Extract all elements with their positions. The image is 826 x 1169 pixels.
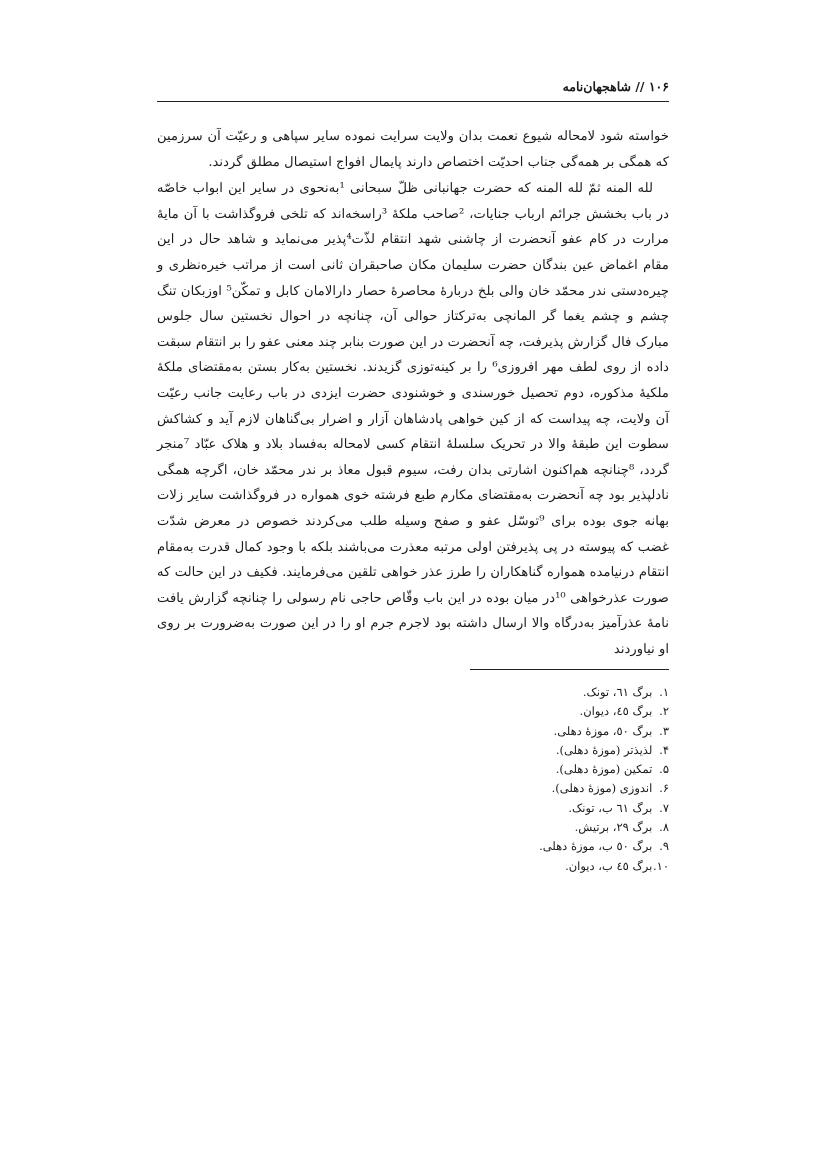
header-separator: // [635,79,645,94]
footnote [400,683,669,702]
footnote [400,760,669,779]
page-number: ۱۰۶ [648,79,669,94]
footnote-number: ۳. [659,723,669,738]
main-text [157,124,669,662]
paragraph: خواسته شود لامحاله شیوع نعمت بدان ولایت سرایت نموده سایر سپاهی و رعیّت آن سرزمین که همگی بر همه‌گی جناب احدیّت اختصاص دارند پایمال افواج استیصال مطلق گردند. [157,129,669,170]
footnote-number: ۱. [659,685,669,699]
footnote-text: برگ ٥٠، موزهٔ دهلی. [553,723,653,738]
footnote [400,799,669,818]
footnote [400,779,669,798]
book-title: شاهجهان‌نامه [562,79,631,94]
running-header [157,79,669,101]
footnote-number: ۸. [659,820,669,835]
footnote [400,857,669,876]
footnote-number: ۶. [659,781,669,796]
footnote-text: برگ ٢٩، برتیش. [574,820,653,835]
footnote [400,837,669,856]
footnote [400,741,669,760]
footnote-text: برگ ٥٠ ب، موزهٔ دهلی. [539,839,653,854]
footnote [400,702,669,721]
footnote [400,818,669,837]
footnote-text: برگ ٦١ ب، تونک. [568,800,653,815]
footnote-number: ۱۰. [652,858,669,873]
paragraph: لله المنه ثمّ لله المنه که حضرت جهانبانی ظلّ سبحانی ¹به‌نحوی در سایر این ابواب خاصّه در باب بخشش جرائم ارباب جنایات، ²صاحب ملکهٔ ³راسخه‌اند که تلخی فروگذاشت با آن مایهٔ مرارت در کام عفو آنحضرت از چاشنی شهد انتقام لذّت⁴پذیر می‌نماید و شاهد حال در این مقام اغماض عین بندگان حضرت سلیمان مکان صاحبقران ثانی است از مراتب خیره‌نظری و چیره‌دستی ندر محمّد خان والی بلخ دربارهٔ محاصرهٔ حصار دارالامان کابل و تمکّن⁵ اوزبکان تنگ چشم و چشم یغما گر المانچی به‌ترکتاز حوالی آن، چنانچه در احوال نخستین سال جلوس مبارک فال گزارش پذیرفت، چه آنحضرت در این صورت بنابر چند معنی عفو را بر انتقام سبقت داده از روی لطف مهر افروزی⁶ را بر کینه‌توزی گزیدند. نخستین به‌کار بستن به‌مقتضای ملکهٔ ملکیهٔ مذکوره، دوم تحصیل خورسندی و خوشنودی حضرت ایزدی در باب رعایت جانب رعیّت آن ولایت، چه پیداست که از کین خواهی پادشاهان آزار و اضرار بی‌گناهان لازم آید و کشاکش سطوت این طبقهٔ والا در تحریک سلسلهٔ انتقام کسی لامحاله به‌فساد بلاد و هلاک عبّاد ⁷منجر گردد، ⁸چنانچه هم‌اکنون اشارتی بدان رفت، سیوم قبول معاذ بر ندر محمّد خان، اگرچه همگی نادلپذیر بود چه آنحضرت به‌مقتضای مکارم طبع فرشته خوی همواره در فروگذاشت سایر زلات بهانه جوی بوده برای ⁹توسّل عفو و صفح وسیله طلب می‌کردند خصوص در معرض شدّت غضب که پیوسته در پی پذیرفتن اولی مرتبه معذرت می‌باشند بلکه با وجود کمال قدرت به‌مقام انتقام درنیامده همواره گناهکاران را طرز عذر خواهی تلقین می‌فرمایند. فکیف در این حالت که صورت عذرخواهی ¹⁰در میان بوده در این باب وقّاص حاجی نام رسولی را چنانچه گزارش یافت نامهٔ عذرآمیز به‌درگاه والا ارسال داشته بود لاجرم جرم او را در این صورت به‌ضرورت بر روی او نیاوردند [157,181,669,657]
footnote-text: اندوزی (موزهٔ دهلی). [551,781,653,796]
footnote-number: ۷. [659,800,669,815]
footnotes-list [400,683,669,876]
footnote-text: برگ ٦١، تونک. [582,685,653,699]
footnote-number: ۹. [659,839,669,854]
footnote-divider [470,669,669,670]
footnote-text: لذیذتر (موزهٔ دهلی). [555,742,653,757]
footnote-number: ۲. [659,704,669,719]
footnote-number: ۵. [659,762,669,777]
footnote [400,722,669,741]
footnote-text: برگ ٤٥، دیوان. [579,704,653,719]
footnote-text: تمکین (موزهٔ دهلی). [555,762,653,777]
header-divider [157,101,669,102]
footnote-number: ۴. [659,742,669,757]
footnote-text: برگ ٤٥ ب، دیوان. [565,858,653,873]
